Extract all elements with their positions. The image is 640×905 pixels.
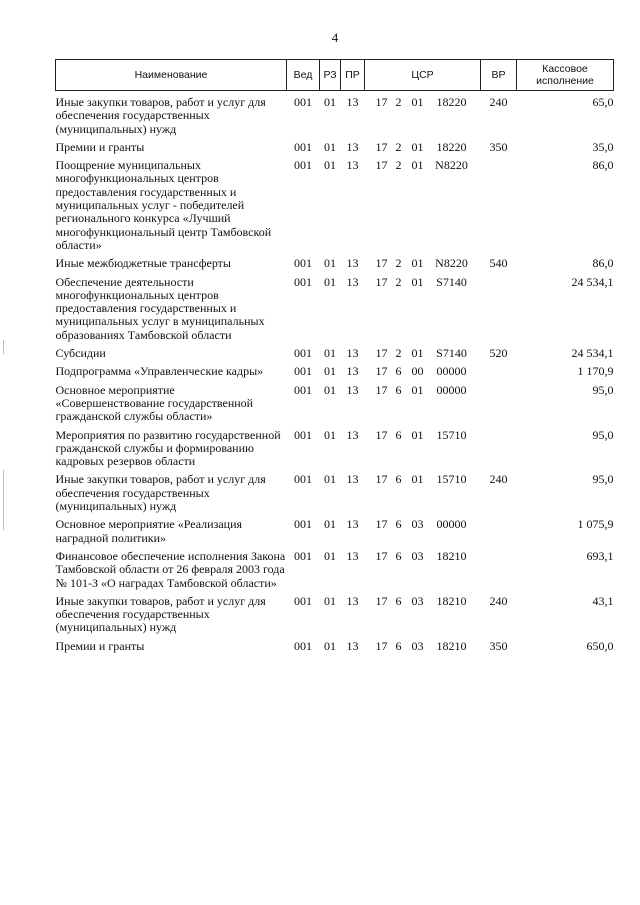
table-row	[56, 365, 614, 378]
row-ved: 001	[294, 158, 312, 173]
row-pr: 13	[346, 95, 359, 109]
binding-margin-mark	[3, 340, 4, 354]
row-ved: 001	[294, 472, 312, 487]
row-csr-part: 17	[375, 364, 388, 379]
row-csr	[365, 473, 481, 513]
row-csr-part: S7140	[436, 274, 467, 289]
table-row	[56, 550, 614, 590]
row-name: Основное мероприятие «Реализация наградной политики»	[55, 517, 243, 545]
row-csr-part: 6	[395, 472, 402, 487]
row-csr-part: 15710	[436, 472, 467, 487]
row-rz: 01	[324, 274, 336, 289]
row-csr-part: 2	[395, 95, 402, 109]
row-csr-part: 01	[411, 382, 424, 397]
header-name: Наименование	[56, 60, 287, 91]
row-csr-part: 01	[411, 256, 424, 271]
row-csr-part: 17	[375, 548, 388, 563]
row-csr-part: 6	[395, 548, 402, 563]
row-csr-part: 2	[395, 346, 402, 361]
row-name: Основное мероприятие «Совершенствование государственной гражданской службы области»	[55, 382, 254, 424]
row-csr	[365, 384, 481, 424]
row-vr: 350	[489, 139, 508, 154]
binding-margin-mark	[3, 470, 4, 530]
row-rz: 01	[324, 158, 336, 173]
row-csr	[365, 595, 481, 635]
row-csr-part: 17	[375, 427, 388, 442]
row-pr: 13	[346, 427, 359, 442]
row-vr	[481, 384, 517, 424]
row-ved: 001	[294, 139, 312, 154]
table-row	[56, 429, 614, 469]
row-vr	[481, 365, 517, 378]
row-csr-part: 18210	[436, 548, 467, 563]
header-csr: ЦСР	[365, 60, 481, 91]
row-csr-part: 01	[411, 346, 424, 361]
row-rz: 01	[324, 548, 336, 563]
row-csr	[365, 347, 481, 360]
row-csr-part: 00	[411, 364, 424, 379]
row-vr: 240	[489, 95, 508, 109]
header-rz: РЗ	[320, 60, 341, 91]
row-csr-part: 17	[375, 274, 388, 289]
row-rz: 01	[324, 593, 336, 608]
header-pr: ПР	[341, 60, 365, 91]
row-ved: 001	[294, 638, 312, 653]
row-pr: 13	[346, 517, 359, 532]
row-csr-part: N8220	[435, 158, 468, 173]
row-name: Иные межбюджетные трансферты	[55, 256, 231, 271]
row-vr: 350	[489, 638, 508, 653]
row-vr	[481, 159, 517, 252]
row-amount: 86,0	[592, 256, 614, 271]
table-row	[56, 257, 614, 270]
row-csr-part: 17	[375, 472, 388, 487]
row-csr-part: 2	[395, 158, 402, 173]
row-ved: 001	[294, 95, 312, 109]
row-csr-part: 6	[395, 382, 402, 397]
row-vr: 240	[489, 593, 508, 608]
table-row	[56, 159, 614, 252]
table-row	[56, 473, 614, 513]
row-csr-part: 6	[395, 364, 402, 379]
row-rz: 01	[324, 427, 336, 442]
row-ved: 001	[294, 346, 312, 361]
table-header-row	[56, 60, 614, 91]
row-ved: 001	[294, 364, 312, 379]
row-csr	[365, 257, 481, 270]
row-csr	[365, 365, 481, 378]
row-csr-part: 6	[395, 517, 402, 532]
row-vr: 240	[489, 472, 508, 487]
row-csr-part: 2	[395, 139, 402, 154]
row-csr-part: 6	[395, 593, 402, 608]
row-csr	[365, 276, 481, 342]
row-csr-part: 01	[411, 274, 424, 289]
row-csr-part: 17	[375, 95, 388, 109]
header-amount: Кассовое исполнение	[517, 60, 614, 91]
row-vr: 540	[489, 256, 508, 271]
table-row	[56, 347, 614, 360]
row-amount: 35,0	[592, 139, 614, 154]
row-csr-part: 17	[375, 638, 388, 653]
row-pr: 13	[346, 548, 359, 563]
row-ved: 001	[294, 593, 312, 608]
row-csr	[365, 159, 481, 252]
row-ved: 001	[294, 517, 312, 532]
row-rz: 01	[324, 472, 336, 487]
row-csr-part: 01	[411, 95, 424, 109]
row-amount: 1 170,9	[577, 364, 614, 379]
row-csr	[365, 429, 481, 469]
row-csr-part: 17	[375, 382, 388, 397]
row-rz: 01	[324, 95, 336, 109]
header-vr: ВР	[481, 60, 517, 91]
row-name: Иные закупки товаров, работ и услуг для обеспечения государственных (муниципальных) нужд	[55, 472, 266, 514]
row-csr-part: 01	[411, 472, 424, 487]
row-pr: 13	[346, 593, 359, 608]
row-csr	[365, 141, 481, 154]
row-name: Подпрограмма «Управленческие кадры»	[55, 364, 264, 379]
row-amount: 24 534,1	[571, 346, 614, 361]
row-csr-part: 17	[375, 158, 388, 173]
row-pr: 13	[346, 346, 359, 361]
row-csr-part: 15710	[436, 427, 467, 442]
row-csr-part: 03	[411, 548, 424, 563]
row-csr-part: 03	[411, 517, 424, 532]
row-rz: 01	[324, 382, 336, 397]
table-row	[56, 141, 614, 154]
row-ved: 001	[294, 427, 312, 442]
row-csr-part: 17	[375, 256, 388, 271]
row-vr: 520	[489, 346, 508, 361]
row-name: Поощрение муниципальных многофункциональных центров предоставления государственных и муниципальных услуг - победителей регионального конкурса «Лучший многофункциональный центр Тамбовской области»	[55, 158, 272, 252]
row-name: Иные закупки товаров, работ и услуг для обеспечения государственных (муниципальных) нужд	[55, 95, 266, 136]
row-rz: 01	[324, 638, 336, 653]
row-csr	[365, 640, 481, 653]
table-row	[56, 640, 614, 653]
row-vr	[481, 429, 517, 469]
row-pr: 13	[346, 472, 359, 487]
row-name: Финансовое обеспечение исполнения Закона Тамбовской области от 26 февраля 2003 года № 101-З «О наградах Тамбовской области»	[55, 548, 286, 590]
row-csr-part: 18220	[436, 95, 467, 109]
row-csr-part: 01	[411, 427, 424, 442]
row-ved: 001	[294, 256, 312, 271]
row-csr	[365, 550, 481, 590]
table-body	[56, 91, 614, 653]
table-row	[56, 518, 614, 545]
row-csr-part: 6	[395, 427, 402, 442]
page-number: 4	[331, 30, 339, 45]
row-pr: 13	[346, 638, 359, 653]
row-vr	[481, 276, 517, 342]
row-csr-part: 00000	[436, 517, 467, 532]
row-amount: 95,0	[592, 427, 614, 442]
row-ved: 001	[294, 274, 312, 289]
row-csr-part: 2	[395, 256, 402, 271]
row-pr: 13	[346, 256, 359, 271]
row-csr-part: 00000	[436, 382, 467, 397]
row-csr-part: 01	[411, 158, 424, 173]
row-name: Субсидии	[55, 346, 106, 361]
row-name: Обеспечение деятельности многофункциональных центров предоставления государственных и муниципальных услуг в муниципальных образованиях Тамбовской области	[55, 274, 265, 342]
row-csr-part: 17	[375, 346, 388, 361]
row-amount: 65,0	[592, 95, 614, 109]
row-csr-part: 17	[375, 517, 388, 532]
row-amount: 95,0	[592, 472, 614, 487]
row-amount: 650,0	[586, 638, 614, 653]
row-csr	[365, 96, 481, 136]
row-csr	[365, 518, 481, 545]
row-ved: 001	[294, 382, 312, 397]
table-row	[56, 96, 614, 136]
row-pr: 13	[346, 274, 359, 289]
row-rz: 01	[324, 346, 336, 361]
row-amount: 1 075,9	[577, 517, 614, 532]
row-amount: 24 534,1	[571, 274, 614, 289]
row-amount: 693,1	[586, 548, 614, 563]
row-vr	[481, 550, 517, 590]
row-rz: 01	[324, 517, 336, 532]
table-row	[56, 276, 614, 342]
table-row	[56, 595, 614, 635]
row-csr-part: 17	[375, 593, 388, 608]
table-row	[56, 384, 614, 424]
row-ved: 001	[294, 548, 312, 563]
row-csr-part: 18210	[436, 593, 467, 608]
row-name: Премии и гранты	[55, 638, 145, 653]
row-amount: 95,0	[592, 382, 614, 397]
row-csr-part: 18220	[436, 139, 467, 154]
row-csr-part: 01	[411, 139, 424, 154]
row-vr	[481, 518, 517, 545]
row-rz: 01	[324, 139, 336, 154]
row-name: Мероприятия по развитию государственной гражданской службы и формированию кадровых резервов области	[55, 427, 281, 469]
row-csr-part: 03	[411, 638, 424, 653]
row-pr: 13	[346, 139, 359, 154]
row-csr-part: 18210	[436, 638, 467, 653]
row-pr: 13	[346, 364, 359, 379]
row-amount: 43,1	[592, 593, 614, 608]
row-name: Премии и гранты	[55, 139, 145, 154]
row-csr-part: 2	[395, 274, 402, 289]
header-ved: Вед	[287, 60, 320, 91]
row-rz: 01	[324, 256, 336, 271]
row-csr-part: S7140	[436, 346, 467, 361]
row-csr-part: 17	[375, 139, 388, 154]
row-csr-part: N8220	[435, 256, 468, 271]
budget-execution-table	[55, 59, 614, 653]
row-rz: 01	[324, 364, 336, 379]
row-pr: 13	[346, 158, 359, 173]
row-csr-part: 03	[411, 593, 424, 608]
row-pr: 13	[346, 382, 359, 397]
row-csr-part: 6	[395, 638, 402, 653]
row-name: Иные закупки товаров, работ и услуг для обеспечения государственных (муниципальных) нужд	[55, 593, 266, 635]
row-amount: 86,0	[592, 158, 614, 173]
row-csr-part: 00000	[436, 364, 467, 379]
